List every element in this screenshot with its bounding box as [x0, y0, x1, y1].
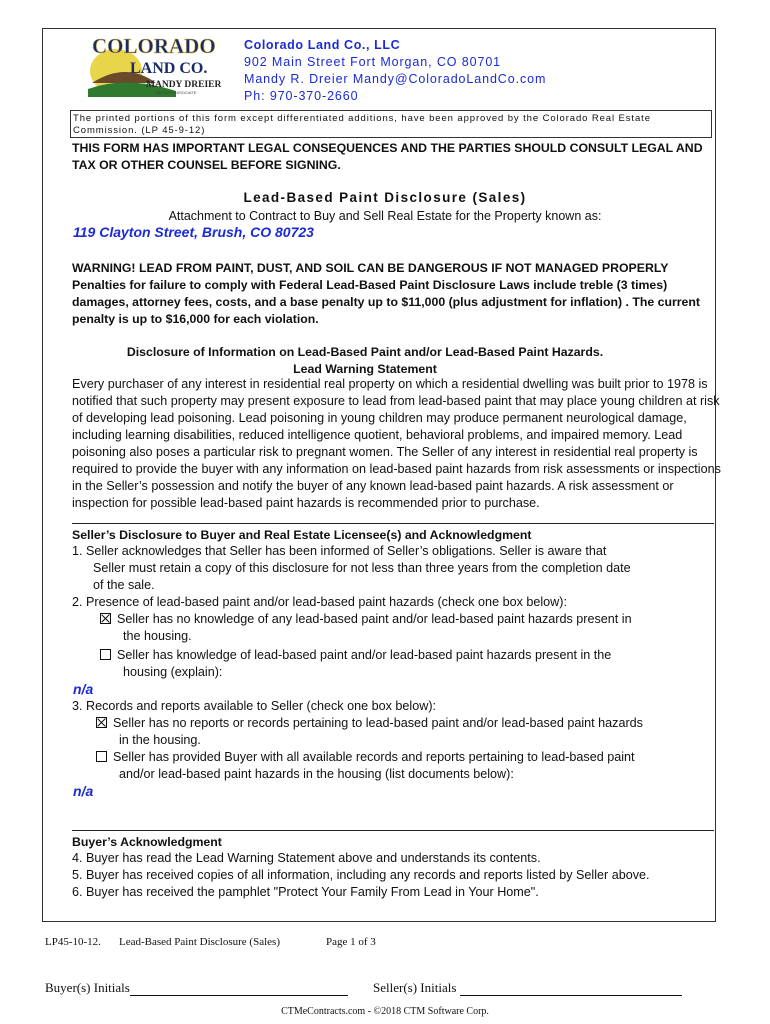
item3-option-no-reports[interactable] [96, 715, 643, 732]
item3-option-provided-reports[interactable] [96, 749, 635, 766]
checkbox-icon[interactable] [96, 751, 107, 762]
seller-initials-label: Seller(s) Initials [373, 980, 457, 995]
lead-warning-block [72, 260, 722, 328]
property-address: 119 Clayton Street, Brush, CO 80723 [73, 224, 314, 240]
option-label: Seller has knowledge of lead-based paint and/or lead-based paint hazards present in the [117, 648, 612, 662]
svg-text:COLORADO: COLORADO [92, 34, 216, 58]
buyer-initials-label: Buyer(s) Initials [45, 980, 130, 995]
svg-text:MANDY DREIER: MANDY DREIER [146, 80, 222, 90]
option-label: Seller has no reports or records pertaining to lead-based paint and/or lead-based paint hazards [113, 716, 643, 730]
item2-explanation[interactable]: n/a [73, 681, 94, 697]
seller-item-1-cont: Seller must retain a copy of this disclosure for not less than three years from the completion date [93, 561, 631, 575]
option-label-cont: the housing. [123, 629, 192, 643]
copyright: CTMeContracts.com - ©2018 CTM Software Corp. [281, 1006, 489, 1017]
seller-initials-line[interactable] [460, 983, 682, 996]
svg-text:BROKER ASSOCIATE: BROKER ASSOCIATE [156, 90, 197, 95]
page-number: Page 1 of 3 [326, 936, 376, 948]
option-label: Seller has no knowledge of any lead-based paint and/or lead-based paint hazards present in [117, 612, 632, 626]
divider [72, 523, 714, 524]
item3-document-list[interactable]: n/a [73, 783, 94, 799]
lead-warning-statement: Every purchaser of any interest in residential real property on which a residential dwelling was built prior to 1978 is notified that such property may present exposure to lead from lead-based paint that may place young children at risk of developing lead poisoning. Lead poisoning in young children may produce permanent neurological damage, including learning disabilities, reduced intelligence quotient, behavioral problems, and impaired memory. Lead poisoning also poses a particular risk to pregnant women. The Seller of any interest in residential real property is required to provide the buyer with any information on lead-based paint hazards from risk assessments or inspections in the Seller’s possession and notify the buyer of any known lead-based paint hazards. A risk assessment or inspection for possible lead-based paint hazards is recommended prior to purchase. [72, 377, 721, 510]
form-id: LP45-10-12. [45, 936, 101, 948]
form-name: Lead-Based Paint Disclosure (Sales) [119, 936, 280, 948]
seller-item-1-cont2: of the sale. [93, 578, 155, 592]
checked-checkbox-icon[interactable] [96, 717, 107, 728]
option-label: Seller has provided Buyer with all available records and reports pertaining to lead-based paint [113, 750, 635, 764]
agent-contact: Mandy R. Dreier Mandy@ColoradoLandCo.com [244, 72, 547, 86]
penalty-text: Penalties for failure to comply with Federal Lead-Based Paint Disclosure Laws include treble (3 times) damages, attorney fees, costs, and a base penalty up to $11,000 (plus adjustment for inflation) . The current penalty is up to $16,000 for each violation. [72, 278, 700, 326]
divider [72, 830, 714, 831]
seller-item-3: 3. Records and reports available to Seller (check one box below): [72, 699, 437, 713]
seller-initials-field[interactable] [373, 980, 682, 996]
buyer-item-6: 6. Buyer has received the pamphlet "Protect Your Family From Lead in Your Home". [72, 885, 539, 899]
buyer-initials-field[interactable] [45, 980, 348, 996]
checkbox-icon[interactable] [100, 649, 111, 660]
checked-checkbox-icon[interactable] [100, 613, 111, 624]
item2-option-has-knowledge[interactable] [100, 647, 611, 664]
legal-consequences-warning: THIS FORM HAS IMPORTANT LEGAL CONSEQUENCES AND THE PARTIES SHOULD CONSULT LEGAL AND TAX OR OTHER COUNSEL BEFORE SIGNING. [72, 141, 703, 172]
buyer-initials-line[interactable] [130, 983, 348, 996]
disclosure-heading-block [0, 344, 730, 378]
company-name: Colorado Land Co., LLC [244, 38, 401, 52]
agent-phone: Ph: 970-370-2660 [244, 89, 359, 103]
seller-item-1: 1. Seller acknowledges that Seller has been informed of Seller’s obligations. Seller is aware that [72, 544, 607, 558]
company-address: 902 Main Street Fort Morgan, CO 80701 [244, 55, 502, 69]
attachment-line: Attachment to Contract to Buy and Sell Real Estate for the Property known as: [168, 209, 602, 223]
disclosure-heading: Disclosure of Information on Lead-Based Paint and/or Lead-Based Paint Hazards. [126, 345, 604, 359]
agent-contact-block [244, 37, 546, 105]
option-label-cont: housing (explain): [123, 665, 223, 679]
option-label-cont: and/or lead-based paint hazards in the housing (list documents below): [119, 767, 514, 781]
lead-danger-heading: WARNING! LEAD FROM PAINT, DUST, AND SOIL CAN BE DANGEROUS IF NOT MANAGED PROPERLY [72, 261, 669, 275]
svg-text:LAND CO.: LAND CO. [130, 60, 208, 77]
form-title: Lead-Based Paint Disclosure (Sales) [243, 190, 527, 205]
buyer-item-4: 4. Buyer has read the Lead Warning Statement above and understands its contents. [72, 851, 541, 865]
seller-item-2: 2. Presence of lead-based paint and/or lead-based paint hazards (check one box below): [72, 595, 567, 609]
buyer-section-heading: Buyer’s Acknowledgment [72, 835, 222, 849]
buyer-item-5: 5. Buyer has received copies of all information, including any records and reports listed by Seller above. [72, 868, 650, 882]
commission-approval-notice: The printed portions of this form except differentiated additions, have been approved by the Colorado Real Estate Commission. (LP 45-9-12) [70, 110, 712, 138]
colorado-land-co-logo [86, 31, 232, 105]
item2-option-no-knowledge[interactable] [100, 611, 632, 628]
option-label-cont: in the housing. [119, 733, 201, 747]
lead-warning-statement-heading: Lead Warning Statement [293, 362, 437, 376]
seller-section-heading: Seller’s Disclosure to Buyer and Real Estate Licensee(s) and Acknowledgment [72, 528, 532, 542]
